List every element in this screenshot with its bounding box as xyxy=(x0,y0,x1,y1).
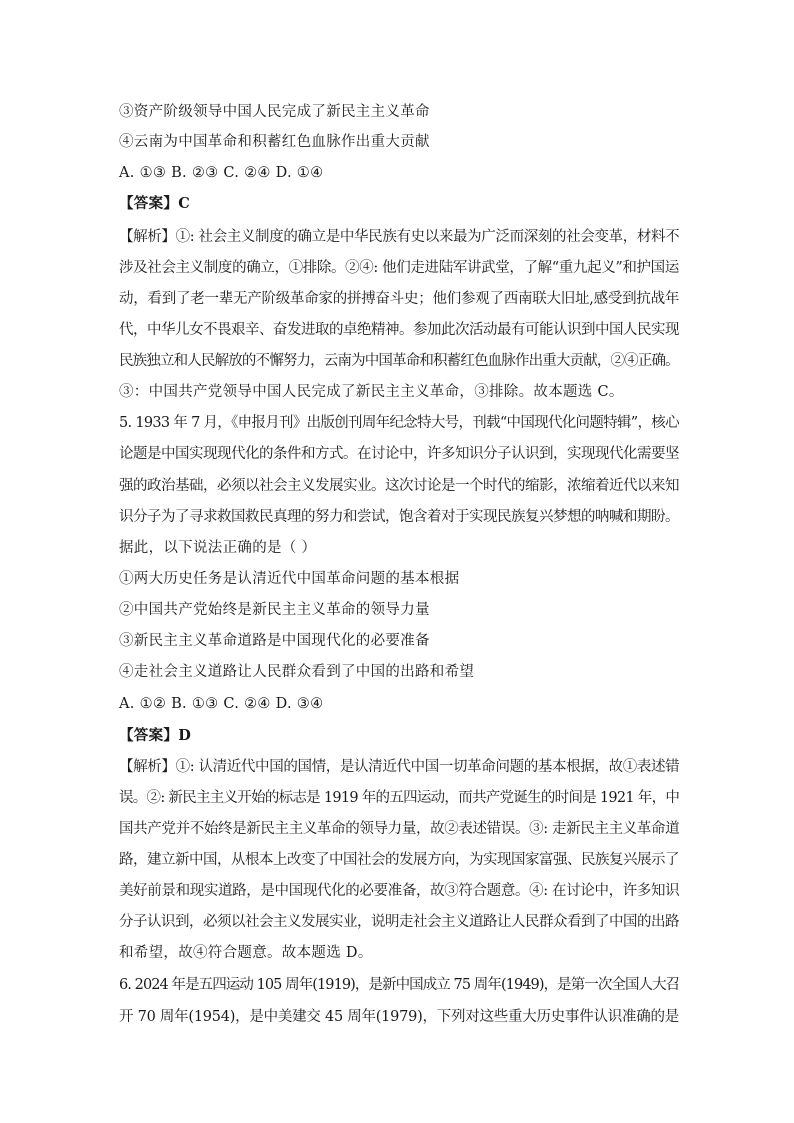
analysis-line: 和希望，故④符合题意。故本题选 D。 xyxy=(119,945,373,961)
analysis-line: 误。②: 新民主主义开始的标志是 1919 年的五四运动，而共产党诞生的时间是 1921 年，中 xyxy=(119,790,680,806)
analysis-line: 国共产党并不始终是新民主主义革命的领导力量，故②表述错误。③: 走新民主主义革命道 xyxy=(119,821,680,837)
analysis-line: 【解析】①: 认清近代中国的国情，是认清近代中国一切革命问题的基本根据，故①表述错 xyxy=(119,759,680,775)
analysis-line: 代，中华儿女不畏艰辛、奋发进取的卓绝精神。参加此次活动最有可能认识到中国人民实现 xyxy=(119,322,679,338)
answer-label: 【答案】D xyxy=(119,727,192,744)
answer-choices: A. ①③ B. ②③ C. ②④ D. ①④ xyxy=(119,165,324,181)
option-3: ③新民主主义革命道路是中国现代化的必要准备 xyxy=(119,633,430,649)
question-6-text: 6. 2024 年是五四运动 105 周年(1919)，是新中国成立 75 周年(1949)，是第一次全国人大召 xyxy=(119,977,680,993)
analysis-line: 分子认识到，必须以社会主义发展实业，说明走社会主义道路让人民群众看到了中国的出路 xyxy=(119,914,679,930)
question-6-text: 开 70 周年(1954)，是中美建交 45 周年(1979)，下列对这些重大历史事件认识准确的是 xyxy=(119,1009,679,1025)
question-5-text: 5. 1933 年 7 月，《申报月刊》出版创刊周年纪念特大号，刊载“中国现代化问题特辑”，核心 xyxy=(119,415,679,431)
question-5-text: 论题是中国实现现代化的条件和方式。在讨论中，许多知识分子认识到，实现现代化需要坚 xyxy=(119,446,679,462)
question-5-text: 识分子为了寻求救国救民真理的努力和尝试，饱含着对于实现民族复兴梦想的呐喊和期盼。 xyxy=(119,509,679,525)
answer-choices: A. ①② B. ①③ C. ②④ D. ③④ xyxy=(119,696,324,712)
analysis-line: 美好前景和现实道路，是中国现代化的必要准备，故③符合题意。④: 在讨论中，许多知识 xyxy=(119,883,680,899)
option-3: ③资产阶级领导中国人民完成了新民主主义革命 xyxy=(119,104,430,120)
option-2: ②中国共产党始终是新民主主义革命的领导力量 xyxy=(119,602,430,618)
analysis-line: 民族独立和人民解放的不懈努力，云南为中国革命和积蓄红色血脉作出重大贡献，②④正确。 xyxy=(119,353,679,369)
answer-label: 【答案】C xyxy=(119,195,191,212)
question-5-prompt: 据此，以下说法正确的是（ ） xyxy=(119,540,317,556)
question-5-text: 强的政治基础，必须以社会主义发展实业。这次讨论是一个时代的缩影，浓缩着近代以来知 xyxy=(119,478,679,494)
analysis-line: 【解析】①: 社会主义制度的确立是中华民族有史以来最为广泛而深刻的社会变革，材料不 xyxy=(119,229,680,245)
option-4: ④云南为中国革命和积蓄红色血脉作出重大贡献 xyxy=(119,134,430,150)
analysis-line: 动，看到了老一辈无产阶级革命家的拼搏奋斗史；他们参观了西南联大旧址,感受到抗战年 xyxy=(119,291,680,307)
analysis-line: 路，建立新中国，从根本上改变了中国社会的发展方向，为实现国家富强、民族复兴展示了 xyxy=(119,852,679,868)
analysis-line: ③：中国共产党领导中国人民完成了新民主主义革命，③排除。故本题选 C。 xyxy=(119,384,624,400)
analysis-line: 涉及社会主义制度的确立，①排除。②④: 他们走进陆军讲武堂，了解“重九起义”和护国运 xyxy=(119,260,679,276)
option-1: ①两大历史任务是认清近代中国革命问题的基本根据 xyxy=(119,571,460,587)
option-4: ④走社会主义道路让人民群众看到了中国的出路和希望 xyxy=(119,664,475,680)
